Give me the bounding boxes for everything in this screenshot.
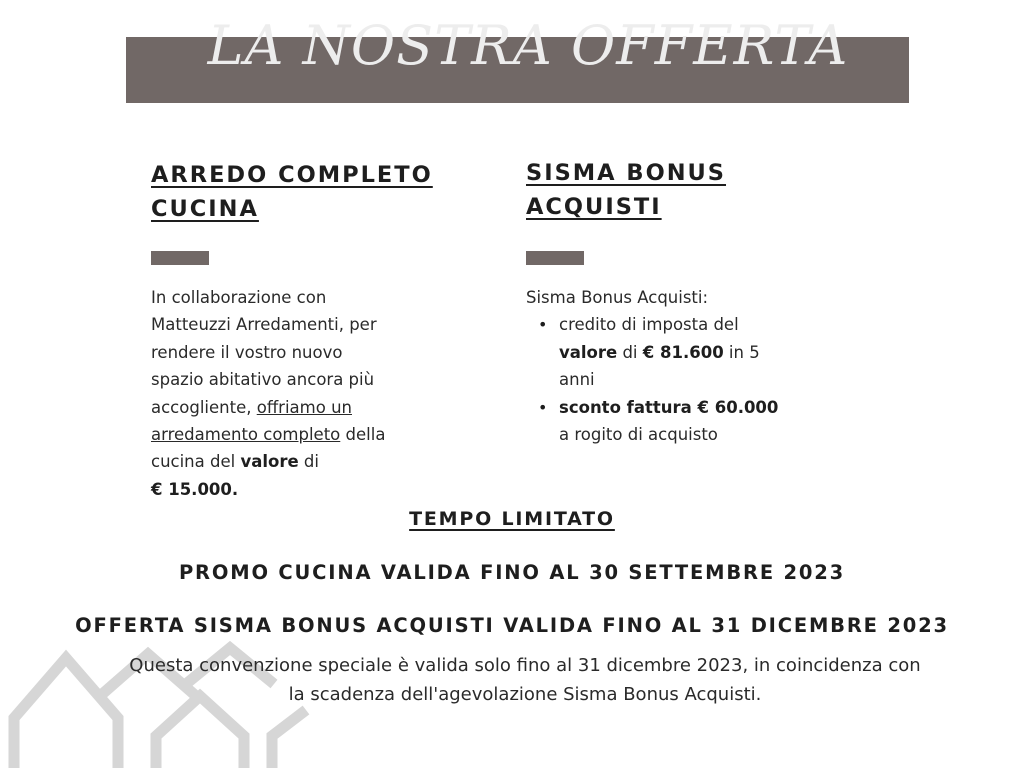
offer-link-part-1: offriamo un [256, 397, 352, 417]
arredo-line [151, 394, 451, 421]
arredo-line: rendere il vostro nuovo [151, 342, 343, 362]
arredo-heading-block [151, 158, 433, 226]
arredo-line-text: di [298, 452, 319, 472]
sisma-description [526, 284, 856, 448]
list-item [526, 394, 856, 449]
sisma-heading-line-1: SISMA BONUS [526, 160, 727, 186]
credit-amount: € 81.600 [642, 342, 724, 362]
valore-bold: valore [559, 342, 618, 362]
arredo-line [151, 421, 451, 448]
arredo-line [151, 448, 451, 475]
bullet1-line2 [559, 339, 856, 366]
arredo-line: In collaborazione con [151, 288, 327, 307]
sisma-heading-block [526, 156, 726, 224]
offer-link-part-2: arredamento completo [151, 425, 341, 445]
arredo-line: Matteuzzi Arredamenti, per [151, 315, 377, 335]
limited-time-heading [0, 505, 1024, 533]
page-title: LA NOSTRA OFFERTA [207, 14, 849, 77]
arredo-price-value: € 15.000. [151, 479, 239, 499]
bullet1-line3: anni [559, 370, 595, 390]
footnote-line-1: Questa convenzione speciale è valida solo fino al 31 dicembre 2023, in coincidenza con [129, 655, 921, 676]
arredo-line-text: cucina del [151, 452, 241, 472]
discount-amount: sconto fattura € 60.000 [559, 397, 779, 417]
sisma-heading-line-2: ACQUISTI [526, 194, 662, 220]
kitchen-promo-deadline: PROMO CUCINA VALIDA FINO AL 30 SETTEMBRE 2023 [178, 561, 846, 584]
bullet1-line1: • credito di imposta del [559, 315, 739, 335]
arredo-line-text: della [340, 425, 386, 445]
arredo-price [151, 476, 451, 503]
footnote-line-2: la scadenza dell'agevolazione Sisma Bonus Acquisti. [288, 684, 762, 705]
bullet1-di: di [617, 342, 643, 362]
footnote [60, 651, 990, 709]
bullet2-line1 [559, 394, 856, 421]
arredo-description [151, 284, 451, 503]
bullet1-tail: in 5 [723, 342, 760, 362]
bullet2-line2: a rogito di acquisto [559, 425, 718, 445]
sisma-offer-deadline: OFFERTA SISMA BONUS ACQUISTI VALIDA FINO AL 31 DICEMBRE 2023 [75, 614, 949, 637]
arredo-heading-line-1: ARREDO COMPLETO [151, 162, 433, 188]
valore-bold: valore [240, 452, 299, 472]
arredo-line: spazio abitativo ancora più [151, 370, 375, 390]
sisma-divider-bar [526, 251, 584, 265]
sisma-intro: Sisma Bonus Acquisti: [526, 288, 709, 307]
limited-time-text: TEMPO LIMITATO [409, 508, 615, 530]
arredo-divider-bar [151, 251, 209, 265]
sisma-bullet-list [526, 311, 856, 448]
list-item [526, 311, 856, 393]
arredo-heading-line-2: CUCINA [151, 196, 259, 222]
arredo-line-text: accogliente, [151, 397, 257, 417]
